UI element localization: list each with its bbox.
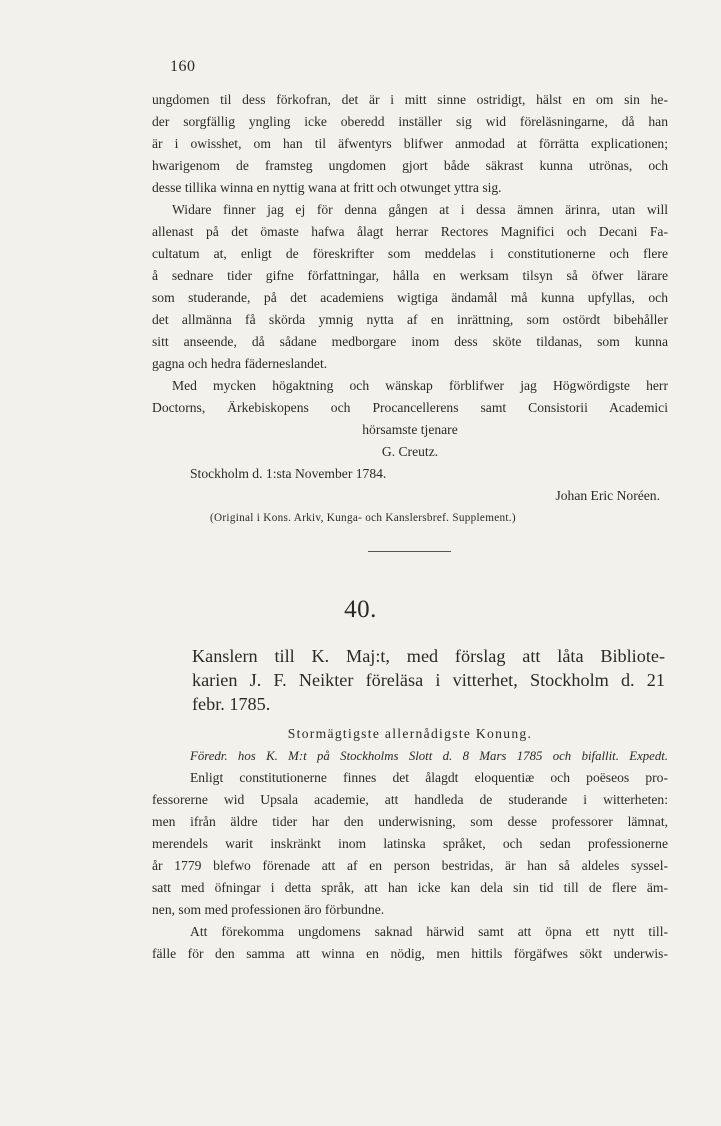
text-line: fessorerne wid Upsala academie, att handleda de studerande i witterheten: bbox=[152, 792, 668, 807]
text-line: Doctorns, Ärkebiskopens och Procancellerens samt Consistorii Academici bbox=[152, 400, 668, 415]
closing-signature: G. Creutz. bbox=[381, 444, 439, 459]
text-line: å sednare tider gifne författningar, hålla en werksam tilsyn så öfwer lärare bbox=[152, 268, 668, 283]
text-line: merendels warit inskränkt inom latinska språket, och sedan professionerne bbox=[152, 836, 668, 851]
text-line: men ifrån äldre tider har den underwisning, som desse professorer lämnat, bbox=[152, 814, 668, 829]
text-line: Att förekomma ungdomens saknad härwid samt att öpna ett nytt till- bbox=[190, 924, 668, 939]
text-line: år 1779 blefwo förenade att af en person bestridas, är han så aldeles syssel- bbox=[152, 858, 668, 873]
text-line: fälle för den samma att winna en nödig, men hittils förgäfwes sökt underwis- bbox=[152, 946, 668, 961]
text-line: satt med öfningar i detta språk, att han icke kan dela sin tid till de flere äm- bbox=[152, 880, 668, 895]
letter-heading-line: karien J. F. Neikter föreläsa i vitterhet, Stockholm d. 21 bbox=[192, 670, 665, 690]
text-line: Widare finner jag ej för denna gången at i dessa ämnen ärinra, utan will bbox=[172, 202, 668, 217]
text-line: nen, som med professionen äro förbundne. bbox=[152, 902, 385, 917]
letter-heading-line: Kanslern till K. Maj:t, med förslag att låta Bibliote- bbox=[192, 646, 665, 666]
text-line: gagna och hedra fäderneslandet. bbox=[152, 356, 328, 371]
text-line: hwarigenom de framsteg ungdomen gjort både säkrast kunna utrönas, och bbox=[152, 158, 668, 173]
text-line: desse tillika winna en nyttig wana at fritt och otwunget yttra sig. bbox=[152, 180, 502, 195]
text-line: cultatum at, enligt de föreskrifter som meddelas i constitutionerne och flere bbox=[152, 246, 668, 261]
page-number: 160 bbox=[170, 58, 196, 75]
docket-note: Föredr. hos K. M:t på Stockholms Slott d. 8 Mars 1785 och bifallit. Expedt. bbox=[190, 749, 668, 763]
text-line: sitt anseende, då sådane medborgare inom dess sköte tildanas, som kunna bbox=[152, 334, 668, 349]
text-line: som studerande, på det academiens wigtiga ändamål må kunna upfyllas, och bbox=[152, 290, 668, 305]
letter-heading-line: febr. 1785. bbox=[192, 694, 271, 714]
letter-number: 40. bbox=[344, 596, 377, 623]
text-line: der sorgfällig yngling icke oberedd inställer sig wid föreläsningarne, då han bbox=[152, 114, 668, 129]
text-line: Med mycken högaktning och wänskap förblifwer jag Högwördigste herr bbox=[172, 378, 668, 393]
source-note: (Original i Kons. Arkiv, Kunga- och Kanslersbref. Supplement.) bbox=[210, 512, 516, 524]
text-line: Enligt constitutionerne finnes det ålagdt eloquentiæ och poëseos pro- bbox=[190, 770, 668, 785]
text-line: det allmänna få skörda ymnig nytta af en inrättning, som ostördt bibehåller bbox=[152, 312, 668, 327]
text-line: är i owisshet, om han til äfwentyrs blifwer anmodad at förrätta explicationen; bbox=[152, 136, 668, 151]
salutation: Stormägtigste allernådigste Konung. bbox=[287, 726, 533, 741]
closing-copyist: Johan Eric Noréen. bbox=[555, 488, 660, 503]
text-line: allenast på det ömaste hafwa ålagt herrar Rectores Magnifici och Decani Fa- bbox=[152, 224, 668, 239]
text-line: ungdomen til dess förkofran, det är i mitt sinne ostridigt, hälst en om sin he- bbox=[152, 92, 668, 107]
section-divider bbox=[368, 551, 451, 552]
closing-place-date: Stockholm d. 1:sta November 1784. bbox=[190, 466, 387, 481]
closing-servant: hörsamste tjenare bbox=[362, 422, 458, 437]
